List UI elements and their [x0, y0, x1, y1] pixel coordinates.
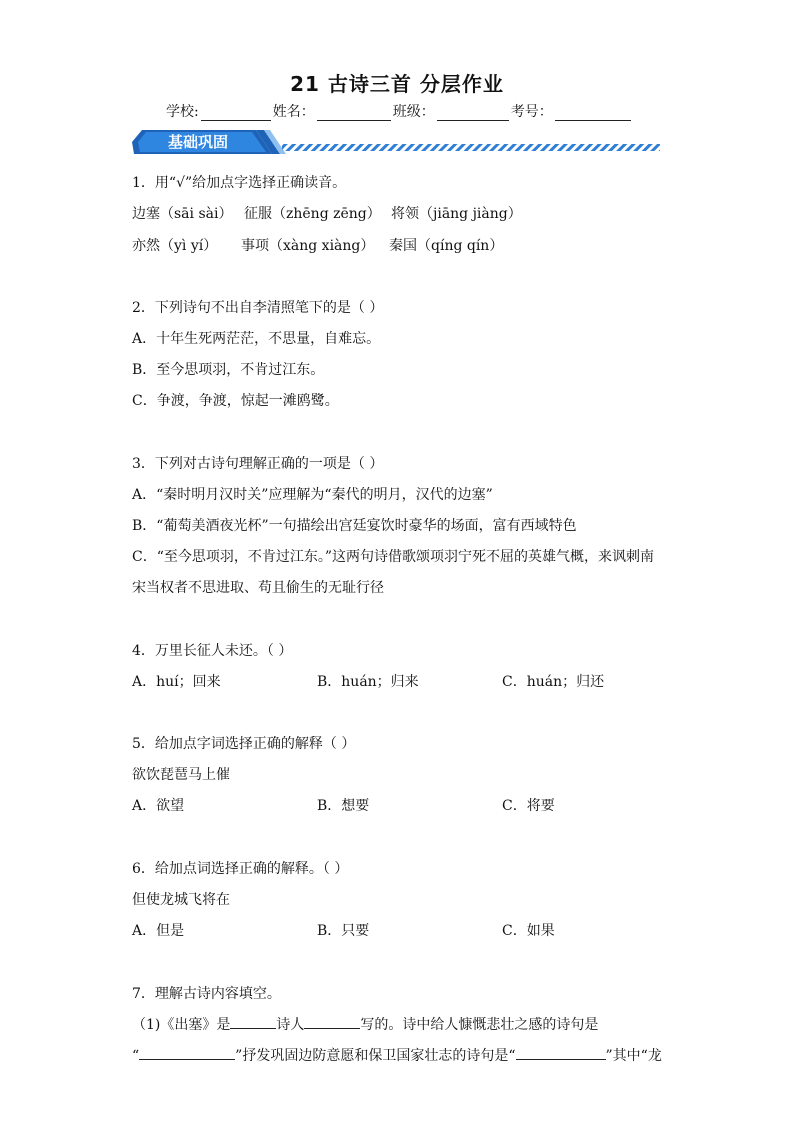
- q6-poem-line: 但使龙城飞将在: [132, 892, 230, 908]
- q7-text: （1)《出塞》是: [132, 1017, 231, 1033]
- q6-option-a[interactable]: A．但是: [132, 923, 185, 939]
- exam-no-label: 考号：: [510, 104, 553, 120]
- q5-stem: 5．给加点字词选择正确的解释（ ）: [132, 736, 356, 752]
- name-blank[interactable]: [317, 104, 391, 121]
- q1-item: 征服（zhēng zēng）: [244, 206, 381, 222]
- q1-item: 边塞（sāi sài）: [132, 206, 233, 222]
- q3-stem: 3．下列对古诗句理解正确的一项是（ ）: [132, 456, 384, 472]
- q7-text: 写的。诗中给人慷慨悲壮之感的诗句是: [360, 1017, 599, 1033]
- q4-option-c[interactable]: C．huán；归还: [502, 674, 605, 690]
- q5-option-b[interactable]: B．想要: [317, 798, 370, 814]
- school-label: 学校:: [166, 104, 199, 120]
- q7-blank-line-a[interactable]: [139, 1045, 235, 1060]
- q5-option-a[interactable]: A．欲望: [132, 798, 185, 814]
- school-blank[interactable]: [201, 104, 271, 121]
- q7-line-1: [132, 1014, 598, 1034]
- class-label: 班级：: [392, 104, 435, 120]
- q3-option-c[interactable]: C．“至今思项羽，不肯过江东。”这两句诗借歌颂项羽宁死不屈的英雄气概，来讽刺南: [132, 549, 655, 565]
- banner-hatch-bar: [282, 144, 660, 151]
- q7-line-2: [132, 1045, 662, 1065]
- section-label: 基础巩固: [167, 133, 229, 151]
- q7-text: ”抒发巩固边防意愿和保卫国家壮志的诗句是“: [235, 1048, 516, 1064]
- q3-option-a[interactable]: A．“秦时明月汉时关”应理解为“秦代的明月，汉代的边塞”: [132, 487, 493, 503]
- q7-text: 诗人: [276, 1017, 305, 1033]
- q7-blank-poet[interactable]: [304, 1014, 360, 1029]
- class-blank[interactable]: [437, 104, 509, 121]
- student-info-line: [166, 101, 633, 121]
- q4-stem: 4．万里长征人未还。（ ）: [132, 643, 293, 659]
- q4-option-b[interactable]: B．huán；归来: [317, 674, 419, 690]
- q7-blank-dynasty[interactable]: [230, 1014, 276, 1029]
- q1-item: 将领（jiāng jiàng）: [391, 206, 522, 222]
- q2-option-a[interactable]: A．十年生死两茫茫，不思量，自难忘。: [132, 331, 381, 347]
- q6-option-c[interactable]: C．如果: [502, 923, 555, 939]
- q3-option-b[interactable]: B．“葡萄美酒夜光杯”一句描绘出宫廷宴饮时豪华的场面，富有西域特色: [132, 518, 577, 534]
- section-banner: [132, 126, 662, 158]
- q2-option-b[interactable]: B．至今思项羽，不肯过江东。: [132, 362, 325, 378]
- q3-option-c-cont: 宋当权者不思进取、苟且偷生的无耻行径: [132, 580, 384, 596]
- q1-item: 事项（xàng xiàng）: [241, 238, 375, 254]
- q5-option-c[interactable]: C．将要: [502, 798, 555, 814]
- q7-text: ”其中“龙: [605, 1048, 662, 1064]
- q1-stem: 1．用“√”给加点字选择正确读音。: [132, 175, 347, 191]
- page-title: 21 古诗三首 分层作业: [290, 72, 504, 96]
- q4-option-a[interactable]: A．huí；回来: [132, 674, 221, 690]
- q7-blank-line-b[interactable]: [516, 1045, 606, 1060]
- q6-option-b[interactable]: B．只要: [317, 923, 370, 939]
- q5-poem-line: 欲饮琵琶马上催: [132, 767, 230, 783]
- q2-stem: 2．下列诗句不出自李清照笔下的是（ ）: [132, 300, 384, 316]
- q7-text: “: [132, 1048, 140, 1064]
- q1-item: 亦然（yì yí）: [132, 238, 218, 254]
- q2-option-c[interactable]: C．争渡，争渡，惊起一滩鸥鹭。: [132, 393, 339, 409]
- exam-no-blank[interactable]: [555, 104, 631, 121]
- name-label: 姓名：: [272, 104, 315, 120]
- q7-stem: 7．理解古诗内容填空。: [132, 986, 281, 1002]
- q6-stem: 6．给加点词选择正确的解释。（ ）: [132, 861, 349, 877]
- q1-item: 秦国（qíng qín）: [389, 238, 504, 254]
